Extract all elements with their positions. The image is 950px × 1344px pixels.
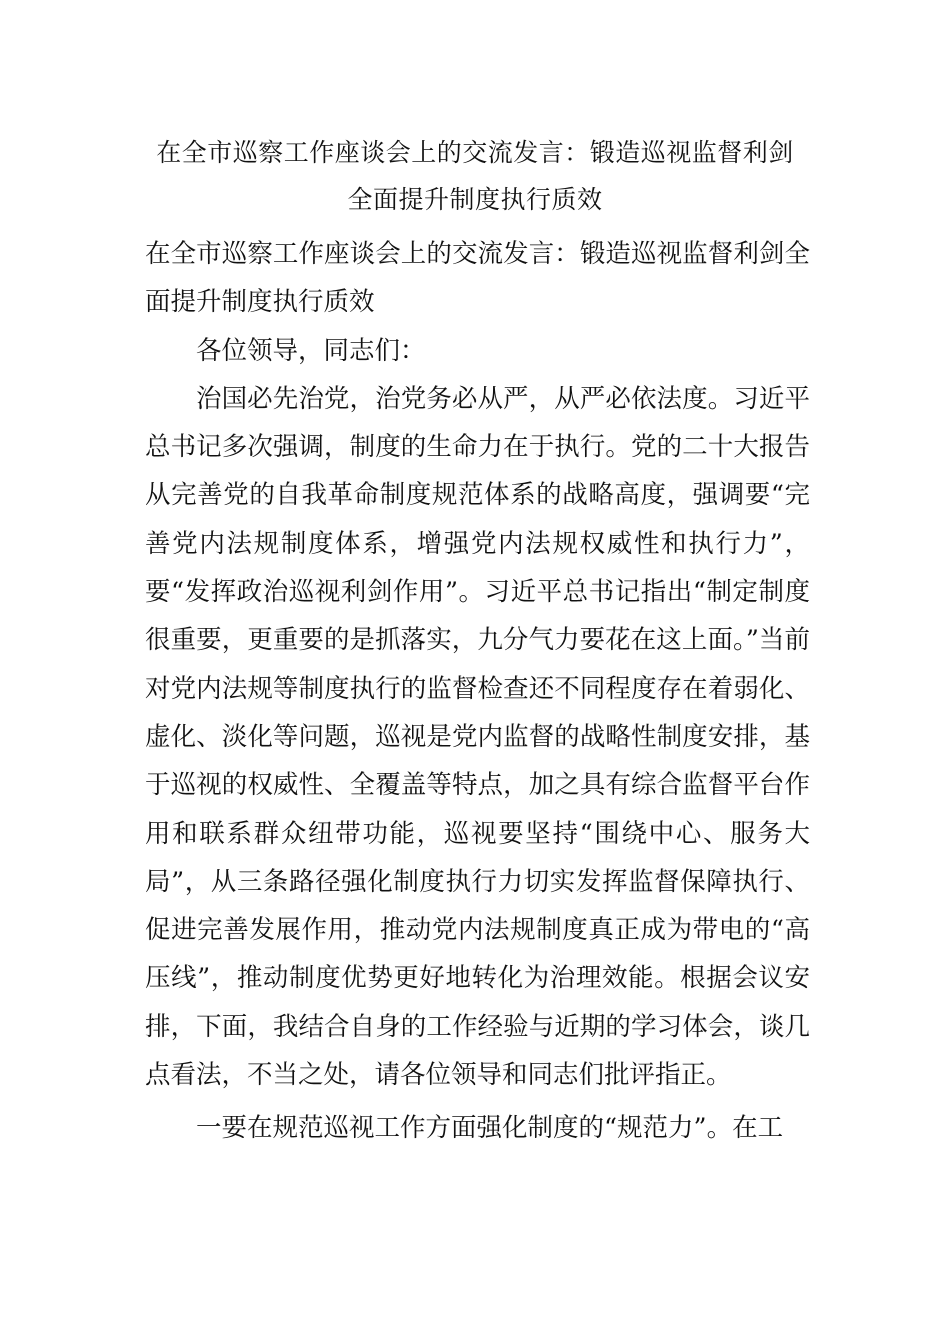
document-body bbox=[145, 230, 810, 1153]
paragraph-2: 一要在规范巡视工作方面强化制度的“规范力”。在工 bbox=[196, 1113, 784, 1144]
repeated-title: 在全市巡察工作座谈会上的交流发言：锻造巡视监督利剑全面提升制度执行质效 bbox=[145, 239, 810, 318]
document-title-line-2: 全面提升制度执行质效 bbox=[347, 185, 603, 214]
salutation: 各位领导，同志们： bbox=[196, 335, 426, 366]
document-title-line-1: 在全市巡察工作座谈会上的交流发言：锻造巡视监督利剑 bbox=[156, 138, 794, 167]
paragraph-1: 治国必先治党，治党务必从严，从严必依法度。习近平总书记多次强调，制度的生命力在于执行。党的二十大报告从完善党的自我革命制度规范体系的战略高度，强调要“完善党内法规制度体系，增强党内法规权威性和执行力”，要“发挥政治巡视利剑作用”。习近平总书记指出“制定制度很重要，更重要的是抓落实，九分气力要花在这上面。”当前对党内法规等制度执行的监督检查还不同程度存在着弱化、虚化、淡化等问题，巡视是党内监督的战略性制度安排，基于巡视的权威性、全覆盖等特点，加之具有综合监督平台作用和联系群众纽带功能，巡视要坚持“围绕中心、服务大局”，从三条路径强化制度执行力切实发挥监督保障执行、促进完善发展作用，推动党内法规制度真正成为带电的“高压线”，推动制度优势更好地转化为治理效能。根据会议安排，下面，我结合自身的工作经验与近期的学习体会，谈几点看法，不当之处，请各位领导和同志们批评指正。 bbox=[145, 383, 810, 1091]
